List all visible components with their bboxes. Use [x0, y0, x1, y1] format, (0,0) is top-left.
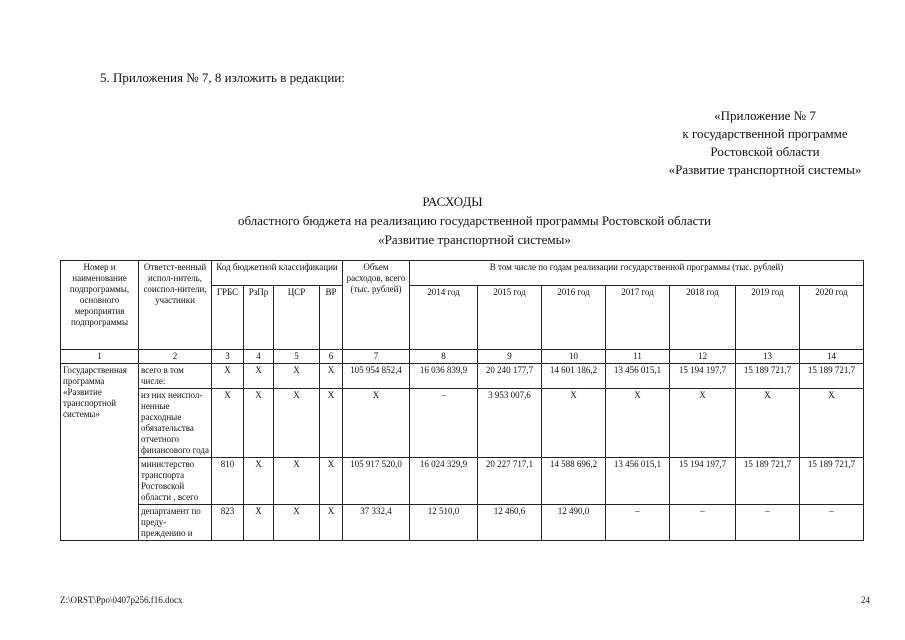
- column-number: 6: [320, 350, 343, 364]
- column-number: 13: [736, 350, 800, 364]
- table-cell: 823: [212, 505, 244, 541]
- appendix-line: к государственной программе: [682, 126, 848, 141]
- table-cell: Х: [274, 458, 320, 505]
- appendix-line: Ростовской области: [710, 144, 820, 159]
- header-cell: В том числе по годам реализации государственной программы (тыс. рублей): [410, 261, 864, 286]
- header-cell: 2018 год: [670, 286, 736, 350]
- table-cell: Х: [274, 505, 320, 541]
- table-cell: –: [800, 505, 864, 541]
- table-cell: 13 456 015,1: [606, 458, 670, 505]
- table-cell: 20 227 717,1: [478, 458, 542, 505]
- column-number: 14: [800, 350, 864, 364]
- table-cell: 15 189 721,7: [800, 458, 864, 505]
- table-cell: 16 024 329,9: [410, 458, 478, 505]
- header-cell: 2019 год: [736, 286, 800, 350]
- header-cell: 2016 год: [542, 286, 606, 350]
- header-cell: ГРБС: [212, 286, 244, 350]
- table-cell: Х: [670, 389, 736, 458]
- column-number: 9: [478, 350, 542, 364]
- table-cell: 37 332,4: [343, 505, 410, 541]
- column-number: 7: [343, 350, 410, 364]
- table-cell: –: [410, 389, 478, 458]
- column-number: 11: [606, 350, 670, 364]
- table-cell: 15 189 721,7: [736, 458, 800, 505]
- table-cell: Х: [320, 364, 343, 389]
- table-cell: 105 954 852,4: [343, 364, 410, 389]
- header-row: [61, 261, 864, 286]
- table-cell: Х: [274, 364, 320, 389]
- table-cell: Х: [244, 364, 274, 389]
- column-number: 10: [542, 350, 606, 364]
- table-cell: 3 953 007,6: [478, 389, 542, 458]
- table-cell: 14 588 696,2: [542, 458, 606, 505]
- executor-cell: департамент по преду-преждению и: [139, 505, 212, 541]
- footer-file-path: Z:\ORST\Ppo\0407p256.f16.docx: [60, 595, 183, 605]
- table-cell: Х: [320, 389, 343, 458]
- table-cell: Х: [606, 389, 670, 458]
- table-row: [61, 505, 864, 541]
- header-cell: Ответст-венный испол-нитель, соиспол-нители, участники: [139, 261, 212, 350]
- header-cell: 2015 год: [478, 286, 542, 350]
- table-cell: 15 189 721,7: [736, 364, 800, 389]
- header-cell: РзПр: [244, 286, 274, 350]
- table-cell: Х: [343, 389, 410, 458]
- expenses-table: [60, 260, 864, 541]
- column-number-row: [61, 350, 864, 364]
- column-number: 1: [61, 350, 139, 364]
- table-cell: 12 510,0: [410, 505, 478, 541]
- table-cell: 12 490,0: [542, 505, 606, 541]
- header-cell: 2020 год: [800, 286, 864, 350]
- table-cell: Х: [542, 389, 606, 458]
- table-cell: Х: [212, 364, 244, 389]
- table-row: [61, 458, 864, 505]
- header-cell: Код бюджетной классификации: [212, 261, 343, 286]
- page-number: 24: [861, 595, 870, 605]
- table-cell: Х: [320, 505, 343, 541]
- appendix-line: «Приложение № 7: [714, 108, 816, 123]
- executor-cell: всего в том числе:: [139, 364, 212, 389]
- title-line: областного бюджета на реализацию государственной программы Ростовской области: [237, 213, 711, 228]
- appendix-line: «Развитие транспортной системы»: [668, 162, 862, 177]
- header-cell: Номер и наименование подпрограммы, основного мероприятия подпрограммы: [61, 261, 139, 350]
- document-title: [0, 192, 905, 249]
- table-cell: 12 460,6: [478, 505, 542, 541]
- program-name-cell: Государственная программа «Развитие транспортной системы»: [61, 364, 139, 541]
- table-cell: 16 036 839,9: [410, 364, 478, 389]
- intro-paragraph: 5. Приложения № 7, 8 изложить в редакции:: [100, 70, 345, 85]
- column-number: 12: [670, 350, 736, 364]
- column-number: 4: [244, 350, 274, 364]
- header-cell: 2014 год: [410, 286, 478, 350]
- column-number: 2: [139, 350, 212, 364]
- executor-cell: министерство транспорта Ростовской области , всего: [139, 458, 212, 505]
- header-cell: 2017 год: [606, 286, 670, 350]
- appendix-heading: [630, 107, 900, 179]
- table-cell: Х: [320, 458, 343, 505]
- table-cell: Х: [736, 389, 800, 458]
- table-cell: Х: [274, 389, 320, 458]
- header-cell: Объем расходов, всего (тыс. рублей): [343, 261, 410, 350]
- header-cell: ВР: [320, 286, 343, 350]
- header-cell: ЦСР: [274, 286, 320, 350]
- title-line: РАСХОДЫ: [422, 194, 483, 209]
- table-row: [61, 389, 864, 458]
- table-cell: 14 601 186,2: [542, 364, 606, 389]
- table-cell: Х: [244, 389, 274, 458]
- column-number: 5: [274, 350, 320, 364]
- column-number: 8: [410, 350, 478, 364]
- title-line: «Развитие транспортной системы»: [378, 232, 571, 247]
- table-cell: –: [670, 505, 736, 541]
- table-cell: Х: [244, 458, 274, 505]
- table-cell: Х: [800, 389, 864, 458]
- table-cell: Х: [212, 389, 244, 458]
- table-cell: 15 194 197,7: [670, 364, 736, 389]
- table-cell: –: [736, 505, 800, 541]
- table-cell: Х: [244, 505, 274, 541]
- executor-cell: из них неиспол-ненные расходные обязательства отчетного финансового года: [139, 389, 212, 458]
- column-number: 3: [212, 350, 244, 364]
- table-cell: 20 240 177,7: [478, 364, 542, 389]
- table-cell: 15 194 197,7: [670, 458, 736, 505]
- table-cell: –: [606, 505, 670, 541]
- table-cell: 810: [212, 458, 244, 505]
- table-cell: 105 917 520,0: [343, 458, 410, 505]
- table-cell: 13 456 015,1: [606, 364, 670, 389]
- table-row: [61, 364, 864, 389]
- table-cell: 15 189 721,7: [800, 364, 864, 389]
